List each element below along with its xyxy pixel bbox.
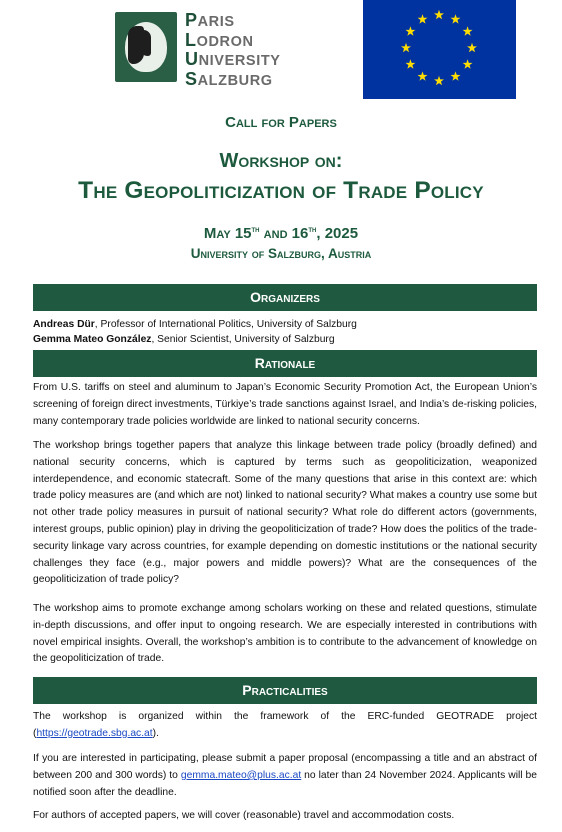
- workshop-date: May 15th and 16th, 2025: [203, 225, 359, 242]
- eu-star-icon: [463, 59, 473, 68]
- rationale-heading: Rationale: [33, 350, 537, 377]
- eu-star-icon: [418, 14, 428, 23]
- eu-star-icon: [405, 59, 415, 68]
- eu-star-icon: [418, 71, 428, 80]
- workshop-title: The Geopoliticization of Trade Policy: [78, 177, 484, 204]
- call-for-papers-label: Call for Papers: [225, 114, 337, 131]
- header: [0, 0, 562, 100]
- workshop-venue: University of Salzburg, Austria: [190, 246, 372, 261]
- practicalities-paragraph-3: For authors of accepted papers, we will cover (reasonable) travel and accommodation costs.: [33, 810, 455, 821]
- eu-star-icon: [401, 43, 411, 52]
- eu-star-icon: [451, 14, 461, 23]
- eu-star-icon: [463, 26, 473, 35]
- rationale-paragraph-1: From U.S. tariffs on steel and aluminum to Japan’s Economic Security Promotion Act, the European Union’s screening of foreign direct investments, Türkiye’s trade sanctions against Israel, and India’s de-risking policies, many contemporary trade policies worldwide are linked to national security concerns.: [33, 382, 537, 427]
- rationale-paragraph-2: The workshop brings together papers that analyze this linkage between trade policy (broadly defined) and national security concerns, which is captured by terms such as geopoliticization, weaponized interdependence, and economic statecraft. Some of the many questions that arise in this context are: which trade policy measures are (and which are not) linked to national security? What makes a country use some but not other trade policy measures in pursuit of national security? What role do different actors (governments, interest groups, public opinion) play in driving the geopoliticization of trade? How does the politics of the trade-security linkage vary across countries, for example depending on domestic institutions or the national security challenges they face (e.g., major powers and middle powers)? What are the consequences of the geopoliticization of trade policy?: [33, 440, 537, 586]
- rationale-paragraph-3: The workshop aims to promote exchange among scholars working on these and related questions, stimulate in-depth discussions, and offer input to ongoing research. We are especially interested in contributions with novel empirical insights. Overall, the workshop’s ambition is to contribute to the advancement of knowledge on the geopoliticization of trade.: [33, 603, 537, 665]
- eu-star-icon: [467, 43, 477, 52]
- eu-star-icon: [434, 76, 444, 85]
- practicalities-heading: Practicalities: [33, 677, 537, 704]
- organizers-heading: Organizers: [33, 284, 537, 311]
- logo-wordmark: PARIS LODRON UNIVERSITY SALZBURG: [185, 10, 281, 89]
- workshop-on-label: Workshop on:: [219, 150, 343, 172]
- organizer-row: Gemma Mateo González, Senior Scientist, University of Salzburg: [33, 334, 335, 345]
- lion-emblem-icon: [115, 12, 177, 82]
- eu-flag-icon: [363, 0, 516, 99]
- practicalities-paragraph-2: If you are interested in participating, please submit a paper proposal (encompassing a title and an abstract of between 200 and 300 words) to gemma.mateo@plus.ac.at no later than 24 November 2024. Applicants will be notified soon after the deadline.: [33, 753, 537, 798]
- contact-email-link[interactable]: gemma.mateo@plus.ac.at: [180, 769, 302, 781]
- university-logo[interactable]: [115, 10, 295, 89]
- project-website-link[interactable]: https://geotrade.sbg.ac.at: [36, 727, 153, 739]
- eu-star-icon: [434, 10, 444, 19]
- practicalities-paragraph-1: The workshop is organized within the framework of the ERC-funded GEOTRADE project (https://geotrade.sbg.ac.at).: [33, 711, 537, 739]
- organizer-row: Andreas Dür, Professor of International Politics, University of Salzburg: [33, 319, 357, 330]
- eu-star-icon: [405, 26, 415, 35]
- eu-star-icon: [451, 71, 461, 80]
